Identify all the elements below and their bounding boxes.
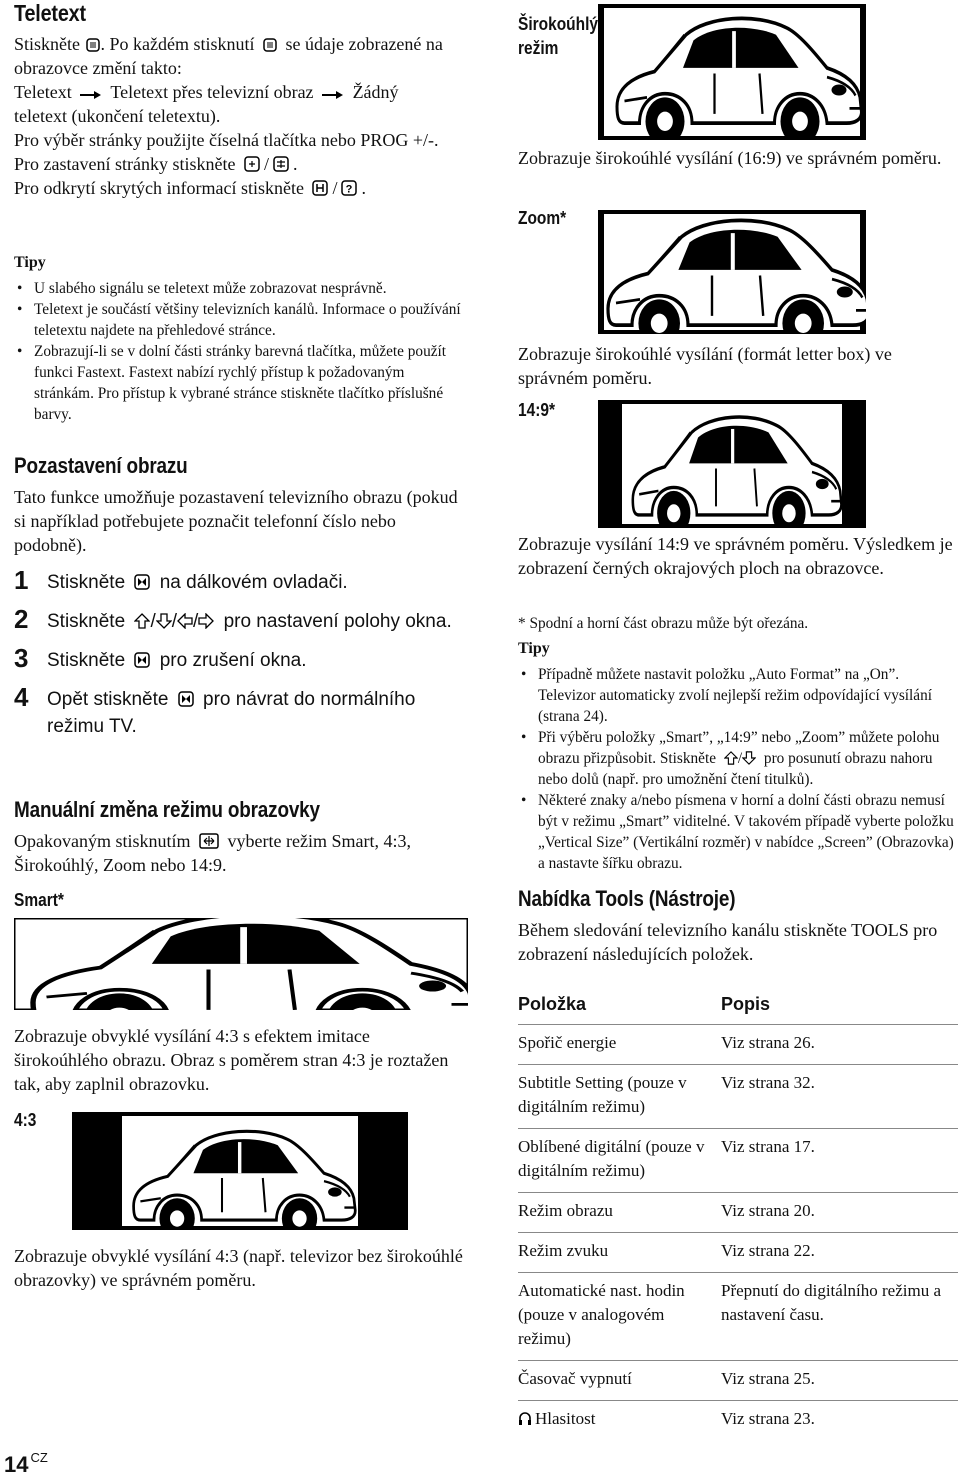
table-row: [518, 1193, 958, 1233]
cell-text: Hlasitost: [535, 1409, 596, 1428]
table-cell-item: Subtitle Setting (pouze v digitálním režimu): [518, 1073, 687, 1116]
teletext-instructions: Stiskněte . Po každém stisknutí se údaje zobrazené na obrazovce změní takto: Teletext Teletext přes televizní obraz Žádný teletext (ukončení teletextu). Pro výběr stránky použijte číselná tlačítka nebo PROG +/-. Pro zastavení stránky stiskněte / . Pro odkrytí skrytých informací stiskněte / ? .: [14, 34, 443, 198]
table-cell-desc: Viz strana 23.: [721, 1409, 815, 1428]
arrow-right-outline-icon: [198, 613, 214, 629]
arrow-down-icon: [156, 613, 172, 629]
step-text: Stiskněte: [47, 572, 126, 593]
separator: /: [150, 611, 156, 632]
footnote: * Spodní a horní část obrazu může být ořezána.: [518, 615, 809, 632]
tools-heading: Nabídka Tools (Nástroje): [518, 886, 736, 911]
freeze-icon: [134, 574, 150, 590]
freeze-intro: Tato funkce umožňuje pozastavení televizního obrazu (pokud si například potřebujete poznačit telefonní číslo nebo podobně).: [14, 487, 458, 555]
step-text: Opět stiskněte: [47, 689, 169, 710]
zoom-mode-image: [598, 210, 866, 334]
table-cell-item: Spořič energie: [518, 1033, 617, 1052]
reveal-icon: [312, 180, 328, 196]
arrow-down-icon: [742, 751, 756, 765]
car-illustration: [14, 918, 468, 1010]
teletext-icon: [263, 38, 277, 52]
step-text: Stiskněte: [47, 650, 126, 671]
step-text: na dálkovém ovladači.: [159, 572, 348, 593]
table-cell-item: Automatické nast. hodin (pouze v analogovém režimu): [518, 1281, 685, 1348]
teletext-text-c: se údaje zobrazené na obrazovce změní takto:: [14, 34, 443, 78]
table-row: [518, 1361, 958, 1401]
teletext-reveal: Pro odkrytí skrytých informací stiskněte: [14, 178, 304, 198]
table-cell-item: [518, 1407, 721, 1431]
step-number: 2: [14, 604, 29, 634]
tip-text: Při výběru položky „Smart”, „14:9” nebo „Zoom” můžete polohu obrazu přizpůsobit. Stiskněte: [538, 729, 940, 767]
table-row: [518, 1273, 958, 1361]
teletext-text-b: . Po každém stisknutí: [100, 34, 255, 54]
arrow-right-icon: [80, 90, 102, 100]
step-number: 3: [14, 643, 29, 673]
teletext-mode-3: Žádný teletext (ukončení teletextu).: [14, 82, 399, 126]
wide-mode-image: [598, 4, 866, 140]
smart-mode-desc: Zobrazuje obvyklé vysílání 4:3 s efektem imitace širokoúhlého obrazu. Obraz s poměrem stran 4:3 je roztažen tak, aby zaplnil obrazovku.: [14, 1026, 449, 1094]
hold-icon: [244, 156, 260, 172]
step-3: [14, 643, 474, 674]
table-row: [518, 1233, 958, 1273]
fourteen-nine-mode-image: [598, 400, 866, 528]
table-cell-desc: Přepnutí do digitálního režimu a nastavení času.: [721, 1281, 942, 1324]
car-illustration: [598, 400, 866, 528]
page-number: [4, 1450, 48, 1478]
zoom-mode-desc: Zobrazuje širokoúhlé vysílání (formát letter box) ve správném poměru.: [518, 344, 892, 388]
screen-mode-intro: [14, 829, 464, 877]
table-row: [518, 1065, 958, 1129]
column-header-item: Položka: [518, 993, 587, 1014]
tip-text: pro posunutí obrazu nahoru nebo dolů (např. pro umožnění čtení titulků).: [538, 750, 933, 788]
page-number-value: 14: [4, 1452, 29, 1477]
freeze-icon: [134, 652, 150, 668]
step-1: [14, 565, 474, 596]
table-cell-item: Režim obrazu: [518, 1201, 613, 1220]
step-number: 4: [14, 682, 29, 712]
teletext-mode-2: Teletext přes televizní obraz: [110, 82, 314, 102]
step-number: 1: [14, 565, 29, 595]
table-cell-desc: Viz strana 20.: [721, 1201, 815, 1220]
separator: /: [737, 750, 743, 767]
step-text: Stiskněte: [47, 611, 126, 632]
teletext-text-a: Stiskněte: [14, 34, 80, 54]
list-item: [518, 727, 958, 790]
teletext-tips-list: [14, 278, 464, 425]
car-illustration: [598, 210, 866, 334]
intro-text: Opakovaným stisknutím: [14, 831, 191, 851]
arrow-up-icon: [134, 613, 150, 629]
car-illustration: [598, 4, 866, 140]
fourteen-nine-mode-desc: Zobrazuje vysílání 14:9 ve správném poměru. Výsledkem je zobrazení černých okrajových ploch na obrazovce.: [518, 534, 953, 578]
freeze-steps: [14, 565, 474, 740]
four-three-mode-image: [14, 1112, 468, 1230]
teletext-mode-1: Teletext: [14, 82, 72, 102]
table-cell-desc: Viz strana 32.: [721, 1073, 815, 1092]
help-icon: [341, 180, 357, 196]
intro-text: vyberte režim Smart, 4:3, Širokoúhlý, Zoom nebo 14:9.: [14, 831, 411, 875]
teletext-hold: Pro zastavení stránky stiskněte: [14, 154, 236, 174]
freeze-heading: Pozastavení obrazu: [14, 453, 188, 478]
svg-text:?: ?: [346, 183, 353, 196]
screen-tips-list: [518, 664, 958, 874]
arrow-right-icon: [322, 90, 344, 100]
tools-intro: Během sledování televizního kanálu stiskněte TOOLS pro zobrazení následujících položek.: [518, 920, 938, 964]
list-item: • Zobrazují-li se v dolní části stránky barevná tlačítka, můžete použít funkci Fastext. Fastext nabízí rychlý přístup k požadovaným stránkám. Pro přístup k vybrané stránce stiskněte tlačítko příslušné barvy.: [14, 341, 464, 425]
four-three-mode-desc: Zobrazuje obvyklé vysílání 4:3 (např. televizor bez širokoúhlé obrazovky) ve správném poměru.: [14, 1246, 463, 1290]
hold-alt-icon: [273, 156, 289, 172]
car-illustration: [14, 1112, 468, 1230]
table-cell-item: Časovač vypnutí: [518, 1369, 632, 1388]
language-code: CZ: [30, 1450, 48, 1465]
table-row: [518, 1401, 958, 1440]
freeze-icon: [178, 691, 194, 707]
arrow-left-icon: [177, 613, 193, 629]
mode-label-wide: Širokoúhlý režim: [518, 14, 598, 58]
table-cell-desc: Viz strana 22.: [721, 1241, 815, 1260]
mode-label-4-3: 4:3: [14, 1110, 37, 1130]
tools-table: [518, 984, 958, 1440]
table-cell-desc: Viz strana 26.: [721, 1033, 815, 1052]
table-cell-item: Oblíbené digitální (pouze v digitálním režimu): [518, 1137, 705, 1180]
mode-label-14-9: 14:9*: [518, 400, 556, 420]
table-row: [518, 1025, 958, 1065]
headphones-icon: [518, 1411, 532, 1426]
column-header-desc: Popis: [721, 993, 771, 1014]
table-cell-desc: Viz strana 17.: [721, 1137, 815, 1156]
separator: /: [193, 611, 199, 632]
teletext-page-select: Pro výběr stránky použijte číselná tlačítka nebo PROG +/-.: [14, 130, 439, 150]
mode-label-smart: Smart*: [14, 890, 64, 910]
list-item: • Teletext je součástí většiny televizních kanálů. Informace o používání teletextu najdete na přehledové stránce.: [14, 299, 464, 341]
list-item: • U slabého signálu se teletext může zobrazovat nesprávně.: [14, 278, 464, 299]
wide-mode-desc: Zobrazuje širokoúhlé vysílání (16:9) ve správném poměru.: [518, 148, 942, 168]
teletext-tips-heading: Tipy: [14, 254, 46, 271]
screen-tips-heading: Tipy: [518, 640, 550, 657]
step-text: pro nastavení polohy okna.: [223, 611, 452, 632]
mode-label-zoom: Zoom*: [518, 208, 567, 228]
step-2: [14, 604, 474, 635]
separator: /: [263, 154, 269, 174]
table-row: [518, 1129, 958, 1193]
step-4: [14, 682, 474, 740]
table-cell-item: Režim zvuku: [518, 1241, 609, 1260]
smart-mode-image: [14, 918, 468, 1010]
step-text: pro zrušení okna.: [159, 650, 307, 671]
screen-mode-heading: Manuální změna režimu obrazovky: [14, 797, 320, 822]
wide-mode-icon: [199, 833, 219, 849]
list-item: • Některé znaky a/nebo písmena v horní a dolní části obrazu nemusí být v režimu „Smart” viditelné. V takovém případě vyberte položku „Vertical Size” (Vertikální rozměr) v nabídce „Screen” (Obrazovka) a nastavte šířku obrazu.: [518, 790, 958, 874]
list-item: • Případně můžete nastavit položku „Auto Format” na „On”. Televizor automaticky zvolí nejlepší režim odpovídající vysílání (strana 24).: [518, 664, 958, 727]
separator: /: [171, 611, 177, 632]
table-cell-desc: Viz strana 25.: [721, 1369, 815, 1388]
step-text: pro návrat do normálního režimu TV.: [47, 689, 416, 737]
separator: /: [332, 178, 338, 198]
teletext-icon: [86, 38, 100, 52]
teletext-heading: Teletext: [14, 0, 86, 26]
arrow-up-icon: [724, 751, 738, 765]
table-header: [518, 984, 958, 1025]
